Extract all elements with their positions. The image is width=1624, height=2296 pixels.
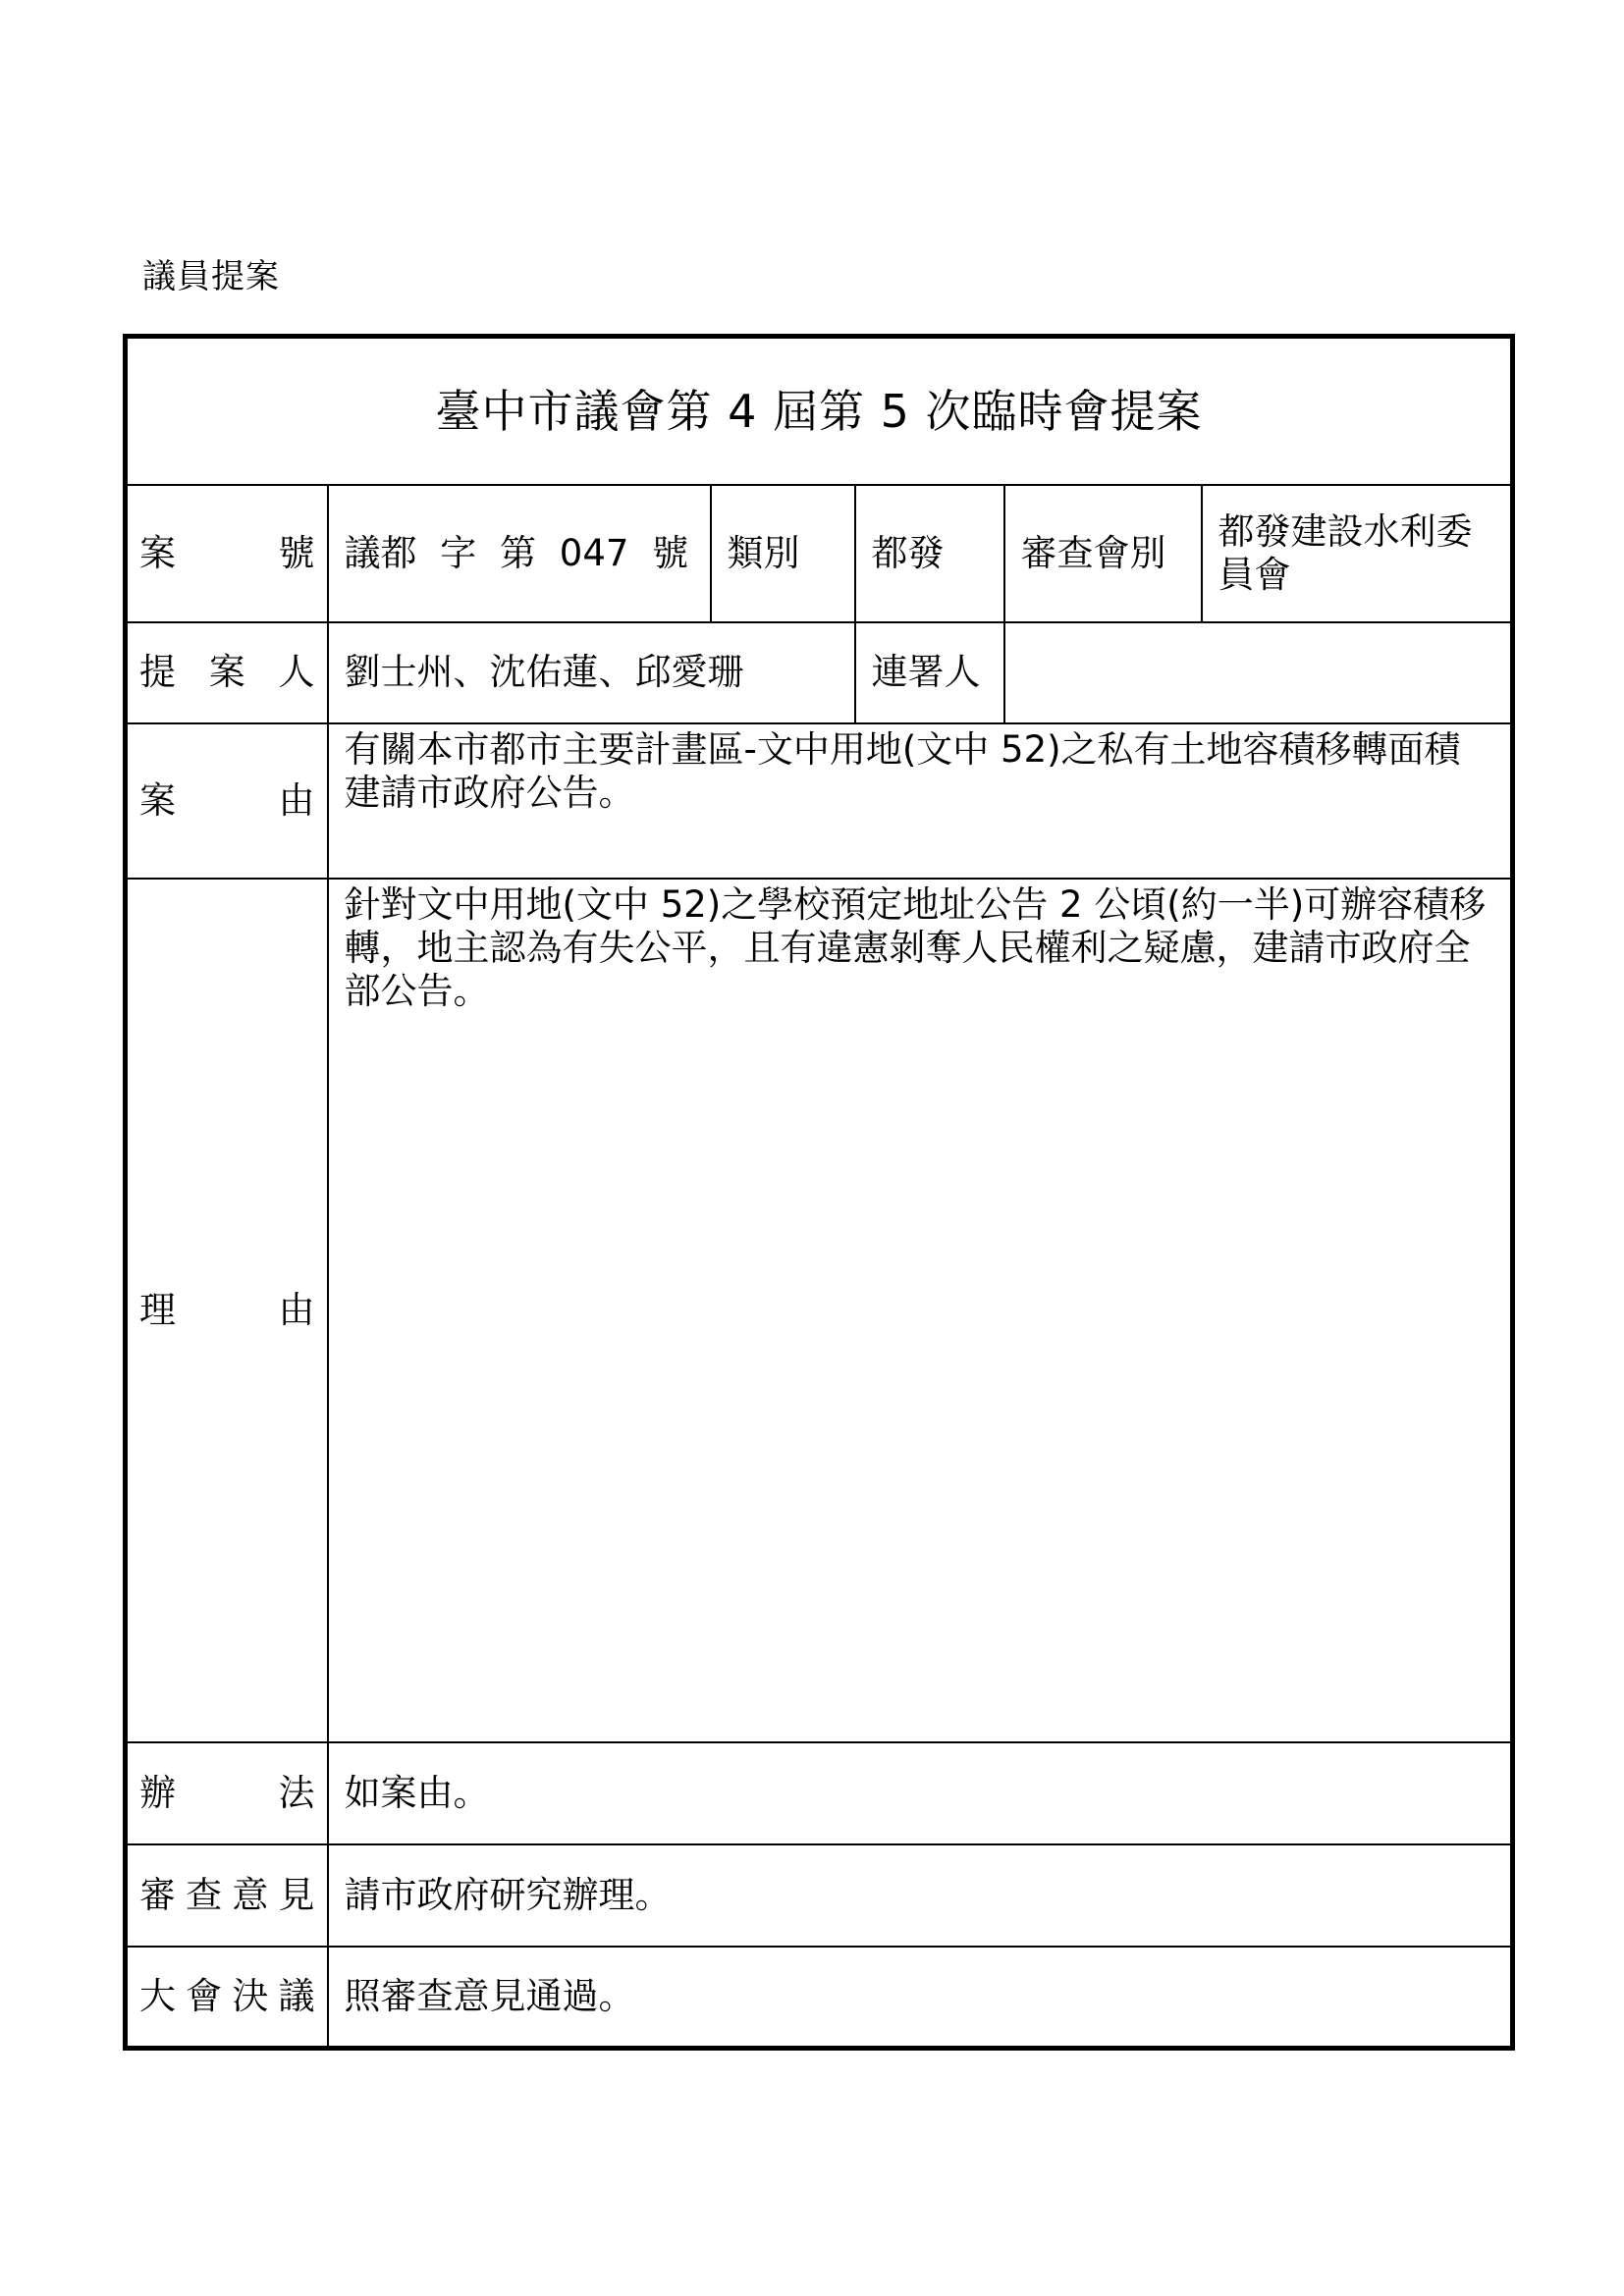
method-row — [126, 1742, 1513, 1844]
case-number-row — [126, 485, 1513, 622]
title-row — [126, 337, 1513, 485]
resolution-value: 照審查意見通過。 — [328, 1947, 1513, 2049]
resolution-row — [126, 1947, 1513, 2049]
method-value: 如案由。 — [328, 1742, 1513, 1844]
method-label: 辦 法 — [126, 1742, 328, 1844]
proposal-form-table — [123, 334, 1515, 2051]
reason-row — [126, 879, 1513, 1742]
case-number-label: 案 號 — [126, 485, 328, 622]
resolution-label: 大 會 決 議 — [126, 1947, 328, 2049]
cosigners-value — [1004, 622, 1513, 723]
reason-value: 針對文中用地(文中 52)之學校預定地址公告 2 公頃(約一半)可辦容積移轉，地主認為有失公平，且有違憲剝奪人民權利之疑慮，建請市政府全部公告。 — [328, 879, 1513, 1742]
review-opinion-value: 請市政府研究辦理。 — [328, 1844, 1513, 1947]
category-label: 類別 — [711, 485, 855, 622]
subject-value: 有關本市都市主要計畫區-文中用地(文中 52)之私有土地容積移轉面積建請市政府公告。 — [328, 723, 1513, 879]
form-title: 臺中市議會第 4 屆第 5 次臨時會提案 — [126, 337, 1513, 485]
review-committee-value: 都發建設水利委員會 — [1202, 485, 1513, 622]
review-opinion-label: 審 查 意 見 — [126, 1844, 328, 1947]
document-type-label: 議員提案 — [142, 257, 280, 296]
subject-label: 案 由 — [126, 723, 328, 879]
subject-row — [126, 723, 1513, 879]
review-opinion-row — [126, 1844, 1513, 1947]
proposer-row — [126, 622, 1513, 723]
proposer-label: 提 案 人 — [126, 622, 328, 723]
review-committee-label: 審查會別 — [1004, 485, 1202, 622]
cosigners-label: 連署人 — [855, 622, 1004, 723]
proposer-value: 劉士州、沈佑蓮、邱愛珊 — [328, 622, 855, 723]
category-value: 都發 — [855, 485, 1004, 622]
reason-label: 理 由 — [126, 879, 328, 1742]
case-number-value: 議都 字 第 047 號 — [328, 485, 711, 622]
